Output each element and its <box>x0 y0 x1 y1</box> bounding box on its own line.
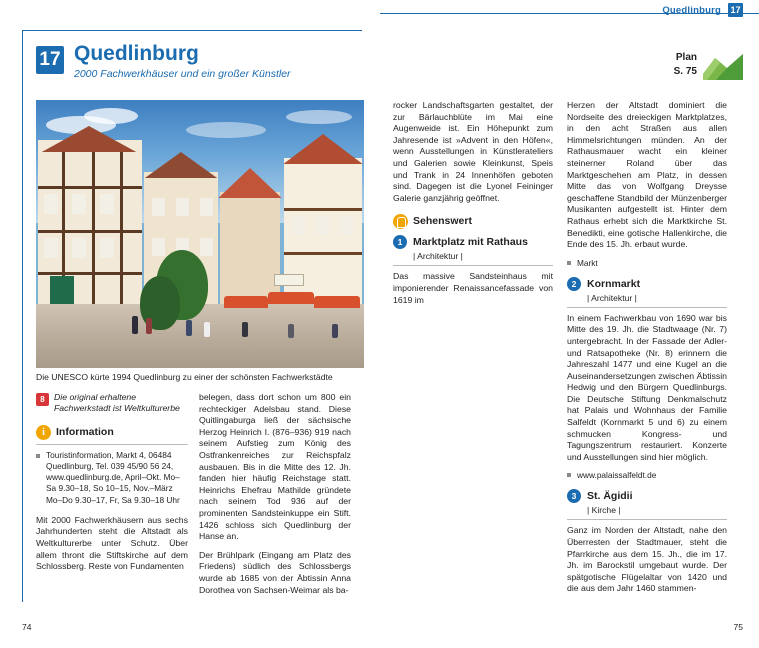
map-plan-icon <box>703 52 743 80</box>
photo-window <box>200 238 213 256</box>
poi-name: Marktplatz mit Rathaus <box>413 236 528 249</box>
poi-title-row <box>567 489 727 504</box>
photo-person <box>146 318 152 334</box>
poi-marktplatz <box>393 235 553 306</box>
photo-beam <box>38 186 142 189</box>
folio-left: 74 <box>22 622 32 632</box>
photo-person <box>288 324 294 338</box>
photo-cafe-sign <box>274 274 304 286</box>
body-paragraph: Der Brühlpark (Eingang am Platz des Friedens) südlich des Schlossbergs wurde ab 1685 von der Äbtissin Anna Dorothea von Sachsen-Weimar als ba- <box>199 549 351 595</box>
photo-window <box>100 194 114 214</box>
photo-caption: Die UNESCO kürte 1994 Quedlinburg zu einer der schönsten Fachwerkstädte <box>36 372 333 382</box>
poi-text: Das massive Sandsteinhaus mit imponierender Renaissancefassade von 1619 im <box>393 271 553 305</box>
photo-window <box>44 194 58 214</box>
photo-person <box>242 322 248 337</box>
photo-window <box>316 216 329 234</box>
body-paragraph: Herzen der Altstadt dominiert die Nordseite des dreieckigen Marktplatzes, in den acht Straßen aus allen Himmelsrichtungen münden. An der Rathausmauer wacht ein kleiner steinerner Roland über das Marktgeschehen am Platz, in dessen Mitte das von Wolfgang Dreysse geschaffene Standbild der Münzenberger Musikanten aufgestellt ist. Hinter dem Rathaus erhebt sich die Marktkirche St. Benedikti, eine gotische Hallenkirche, die Ende des 15. Jh. erbaut wurde. <box>567 100 727 250</box>
photo-cloud <box>84 108 138 124</box>
photo-window <box>200 198 213 216</box>
photo-umbrella <box>314 296 360 308</box>
photo-beam <box>38 230 142 233</box>
running-head-title: Quedlinburg <box>662 5 721 16</box>
information-rule <box>36 444 188 445</box>
photo-window <box>72 194 86 214</box>
chapter-number-badge: 17 <box>36 46 64 74</box>
folio-right: 75 <box>733 622 743 632</box>
poi-st-aegidii <box>567 489 727 595</box>
photo-beam <box>38 272 142 275</box>
poi-number-badge: 2 <box>567 277 581 291</box>
poi-text: Ganz im Norden der Altstadt, nahe den Überresten der Stadtmauer, steht die Pfarrkirche aus dem 15. Jh., die im 17. Jh. im Barockstil umgebaut wurde. Der spätgotische Flügelaltar von 1420 und die aus dem Jahr 1460 stammen- <box>567 525 727 594</box>
photo-beam <box>120 152 123 310</box>
photo-window <box>44 238 58 258</box>
poi-number-badge: 1 <box>393 235 407 249</box>
information-box-header <box>36 425 188 440</box>
photo-beam <box>284 208 362 211</box>
photo-person <box>132 316 138 334</box>
page-title: Quedlinburg <box>74 42 199 65</box>
poi-tag-website: www.palaissalfeldt.de <box>567 470 727 481</box>
unesco-note-text: Die original erhaltene Fachwerkstadt ist Weltkulturerbe <box>54 392 180 414</box>
poi-category: | Architektur | <box>413 251 463 262</box>
right-column-1 <box>393 100 553 313</box>
sight-icon <box>393 214 408 229</box>
left-column-1 <box>36 392 188 580</box>
photo-person <box>186 320 192 336</box>
photo-umbrella <box>224 296 268 308</box>
poi-text: In einem Fachwerkbau von 1690 war bis Mitte des 19. Jh. die Stadtwaage (Nr. 7) untergebracht. In der Fassade der Adler- und Ratsapotheke (Nr. 8) erinnern die Jahreszahl 1477 und eine Kugel an die Auseinandersetzungen zwischen Äbtissin Hedwig und den Bürgern Quedlinburgs. Die Deutsche Stiftung Denkmalschutz hat Palais und Wohnhaus der Familie Salfeldt (Kornmarkt 5 und 6) zu einem schmucken Kongress- und Tagungszentrum restauriert. Konzerte und Ausstellungen sind hier möglich. <box>567 312 727 462</box>
poi-number-badge: 3 <box>567 489 581 503</box>
poi-tag-markt: Markt <box>567 258 727 269</box>
left-page-top-rule <box>22 30 362 31</box>
photo-beam <box>92 152 95 310</box>
photo-person <box>332 324 338 338</box>
sehenswert-heading <box>393 214 553 229</box>
body-paragraph: Mit 2000 Fachwerkhäusern aus sechs Jahrhunderten steht die Altstadt als Weltkulturerbe unter Schutz. Über allem thront die Stiftskirche auf dem Schlossberg. Reste von Fundamenten <box>36 514 188 572</box>
information-item: Touristinformation, Markt 4, 06484 Quedlinburg, Tel. 039 45/90 56 24, www.quedlinburg.de, April–Okt. Mo–Sa 9.30–18, So 10–15, Nov.–März Mo–Do 9.30–17, Fr, Sa 9.30–18 Uhr <box>36 450 188 506</box>
photo-window <box>176 198 189 216</box>
photo-square <box>36 304 364 368</box>
body-paragraph: belegen, dass dort schon um 800 ein rechteckiger Adelsbau stand. Diese Quitlingaburga ließ der sächsische Herzog Heinrich I. (876–936) 919 nach seinem Aufstieg zum König des Ostfrankenreiches zur Reichspfalz ausbauen. Bis in die Mitte des 12. Jh. fanden hier häufig Reichstage statt. Heinrichs Ehefrau Mathilde gründete nach seinem Tod 936 auf der prominenten Sandsteinkuppe ein Stift. 1426 schloss sich Quedlinburg der Hanse an. <box>199 392 351 542</box>
running-head <box>0 0 759 30</box>
poi-rule <box>567 307 727 308</box>
poi-category: | Architektur | <box>587 292 637 303</box>
photo-window <box>152 238 165 256</box>
chapter-subtitle: 2000 Fachwerkhäuser und ein großer Künstler <box>74 68 291 80</box>
plan-label: Plan <box>675 52 697 63</box>
photo-window <box>340 216 353 234</box>
photo-cloud <box>286 110 352 124</box>
body-paragraph: rocker Landschaftsgarten gestaltet, der zur Bärlauchblüte im Mai eine Augenweide ist. Ein Höhepunkt zum Jahresende ist »Advent in den Höfen«, wenn Ausstellungen in Künstlerateliers und Galerien sowie Kleinkunst, Speis und Trank in 24 Innenhöfen geboten sind. Dagegen ist die Lyonel Feininger Galerie ganzjährig geöffnet. <box>393 100 553 203</box>
info-icon: i <box>36 425 51 440</box>
photo-beam <box>284 252 362 255</box>
photo-cloud <box>186 122 266 138</box>
information-box <box>36 425 188 506</box>
sehenswert-label: Sehenswert <box>413 215 472 228</box>
chapter-photo <box>36 100 364 368</box>
photo-umbrella <box>268 292 314 304</box>
plan-page: S. 75 <box>673 66 697 77</box>
photo-building <box>284 158 362 314</box>
left-column-2 <box>199 392 351 603</box>
photo-window <box>100 238 114 258</box>
photo-window <box>72 238 86 258</box>
unesco-note-badge: 8 <box>36 393 49 406</box>
information-heading: Information <box>56 425 114 438</box>
poi-name: Kornmarkt <box>587 277 641 290</box>
photo-window <box>152 198 165 216</box>
poi-title-row <box>567 277 727 292</box>
photo-person <box>204 322 210 337</box>
running-head-chapter-number: 17 <box>728 3 743 17</box>
right-column-2 <box>567 100 727 602</box>
unesco-note <box>36 392 188 415</box>
poi-kornmarkt <box>567 277 727 482</box>
photo-window <box>292 216 305 234</box>
poi-rule <box>567 519 727 520</box>
poi-title-row <box>393 235 553 250</box>
poi-category: | Kirche | <box>587 505 621 516</box>
poi-name: St. Ägidii <box>587 490 633 503</box>
left-page-vertical-rule <box>22 30 23 602</box>
poi-rule <box>393 265 553 266</box>
